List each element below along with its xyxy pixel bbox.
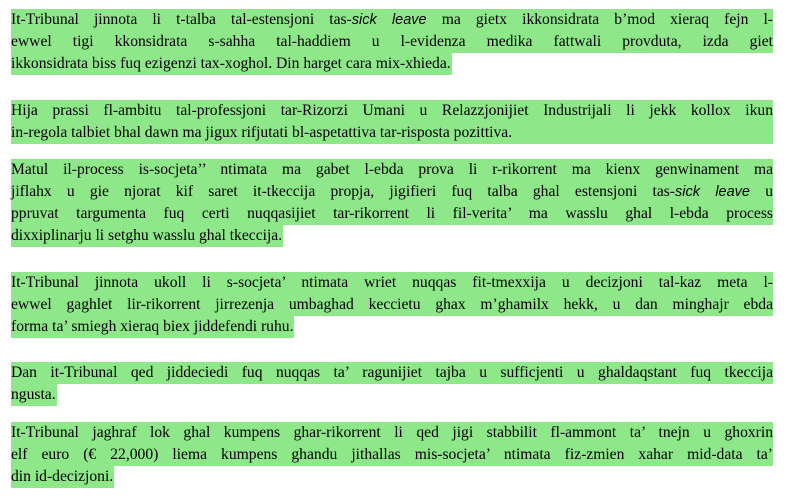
line-text: din id-decizjoni.	[11, 466, 114, 488]
text-line	[11, 362, 773, 384]
text-line	[11, 159, 773, 181]
paragraph-4	[11, 272, 773, 338]
text-line	[11, 53, 773, 75]
paragraph-6	[11, 422, 773, 488]
text-line	[11, 203, 773, 225]
line-text: Hija prassi fl-ambitu tal-professjoni tar-Rizorzi Umani u Relazzjonijiet Industrijali li jekk kollox ikun	[11, 100, 773, 122]
text-line	[11, 31, 773, 53]
text-line	[11, 466, 773, 488]
text-line	[11, 316, 773, 338]
line-text: ngusta.	[11, 384, 57, 406]
text-line	[11, 422, 773, 444]
line-text: elf euro (€ 22,000) liema kumpens ghandu jithallas mis-socjeta’ ntimata fiz-zmien xahar mid-data ta’	[11, 444, 773, 466]
text-line	[11, 225, 773, 247]
paragraph-5	[11, 362, 773, 406]
line-text: ewwel tigi kkonsidrata s-sahha tal-haddiem u l-evidenza medika fattwali provduta, izda giet	[11, 31, 773, 53]
line-text: It-Tribunal jaghraf lok ghal kumpens ghar-rikorrent li qed jigi stabbilit fl-ammont ta’ tnejn u ghoxrin	[11, 422, 773, 444]
text-line	[11, 181, 773, 203]
text-line	[11, 272, 773, 294]
line-text: Matul il-process is-socjeta’’ ntimata ma gabet l-ebda prova li r-rikorrent ma kienx genwinament ma	[11, 159, 773, 181]
line-text: ewwel gaghlet lir-rikorrent jirrezenja umbaghad keccietu ghax m’ghamilx hekk, u dan minghajr ebda	[11, 294, 773, 316]
italic-term: sick leave	[675, 184, 750, 200]
line-text: Dan it-Tribunal qed jiddeciedi fuq nuqqas ta’ ragunijiet tajba u sufficjenti u ghaldaqstant fuq tkeccija	[11, 362, 773, 384]
line-text: forma ta’ smiegh xieraq biex jiddefendi ruhu.	[11, 316, 294, 338]
text-line	[11, 384, 773, 406]
line-text: jiflahx u gie njorat kif saret it-tkeccija propja, jigifieri fuq talba ghal estensjoni tas-sick leave u	[11, 181, 773, 203]
text-line	[11, 444, 773, 466]
text-line	[11, 122, 773, 144]
italic-term: sick leave	[351, 12, 427, 28]
line-text: in-regola talbiet bhal dawn ma jigux rifjutati bl-aspetattiva tar-risposta pozittiva.	[11, 122, 773, 144]
line-text: ikkonsidrata biss fuq ezigenzi tax-xoghol. Din harget cara mix-xhieda.	[11, 53, 452, 75]
paragraph-1	[11, 9, 773, 75]
text-line	[11, 9, 773, 31]
paragraph-3	[11, 159, 773, 247]
text-line	[11, 294, 773, 316]
line-text: It-Tribunal jinnota li t-talba tal-estensjoni tas-sick leave ma gietx ikkonsidrata b’mod xieraq fejn l-	[11, 9, 773, 31]
line-text: dixxiplinarju li setghu wasslu ghal tkeccija.	[11, 225, 283, 247]
text-line	[11, 100, 773, 122]
paragraph-2	[11, 100, 773, 144]
line-text: ppruvat targumenta fuq certi nuqqasijiet tar-rikorrent li fil-verita’ ma wasslu ghal l-ebda process	[11, 203, 773, 225]
line-text: It-Tribunal jinnota ukoll li s-socjeta’ ntimata wriet nuqqas fit-tmexxija u decizjoni tal-kaz meta l-	[11, 272, 773, 294]
